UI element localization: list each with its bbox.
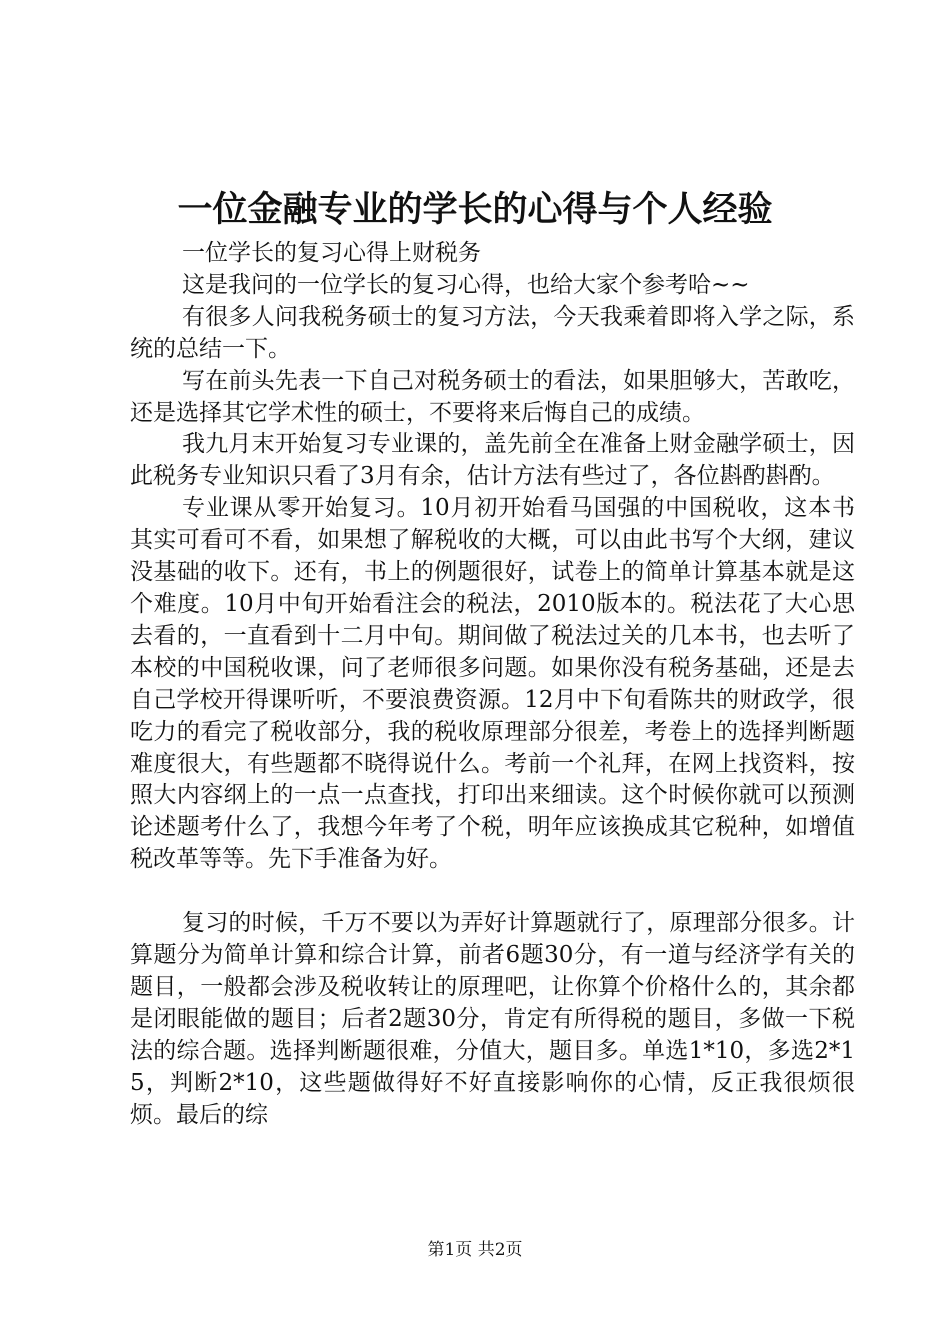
document-body (130, 238, 855, 1131)
paragraph-method: 有很多人问我税务硕士的复习方法，今天我乘着即将入学之际，系统的总结一下。 (130, 303, 855, 362)
paragraph-subtitle: 一位学长的复习心得上财税务 (182, 240, 481, 266)
page-number: 第1页 (427, 1240, 473, 1260)
paragraph-start: 我九月末开始复习专业课的，盖先前全在准备上财金融学硕士，因此税务专业知识只看了3月有余，估计方法有些过了，各位斟酌斟酌。 (130, 431, 855, 490)
paragraph-review: 复习的时候，千万不要以为弄好计算题就行了，原理部分很多。计算题分为简单计算和综合计算，前者6题30分，有一道与经济学有关的题目，一般都会涉及税收转让的原理吧，让你算个价格什么的，其余都是闭眼能做的题目；后者2题30分，肯定有所得税的题目，多做一下税法的综合题。选择判断题很难，分值大，题目多。单选1*10，多选2*15，判断2*10，这些题做得好不好直接影响你的心情，反正我很烦很烦。最后的综 (130, 910, 855, 1128)
paragraph-course: 专业课从零开始复习。10月初开始看马国强的中国税收，这本书其实可看可不看，如果想了解税收的大概，可以由此书写个大纲，建议没基础的收下。还有，书上的例题很好，试卷上的简单计算基本就是这个难度。10月中旬开始看注会的税法，2010版本的。税法花了大心思去看的，一直看到十二月中旬。期间做了税法过关的几本书，也去听了本校的中国税收课，问了老师很多问题。如果你没有税务基础，还是去自己学校开得课听听，不要浪费资源。12月中下旬看陈共的财政学，很吃力的看完了税收部分，我的税收原理部分很差，考卷上的选择判断题难度很大，有些题都不晓得说什么。考前一个礼拜，在网上找资料，按照大内容纲上的一点一点查找，打印出来细读。这个时候你就可以预测论述题考什么了，我想今年考了个税，明年应该换成其它税种，如增值税改革等等。先下手准备为好。 (130, 495, 855, 873)
paragraph-intro: 这是我问的一位学长的复习心得，也给大家个参考哈~~ (182, 271, 750, 298)
page-footer (0, 1238, 950, 1262)
page-total: 共2页 (477, 1240, 523, 1260)
paragraph-opinion: 写在前头先表一下自己对税务硕士的看法，如果胆够大，苦敢吃，还是选择其它学术性的硕士，不要将来后悔自己的成绩。 (130, 367, 855, 426)
document-title: 一位金融专业的学长的心得与个人经验 (177, 189, 773, 230)
